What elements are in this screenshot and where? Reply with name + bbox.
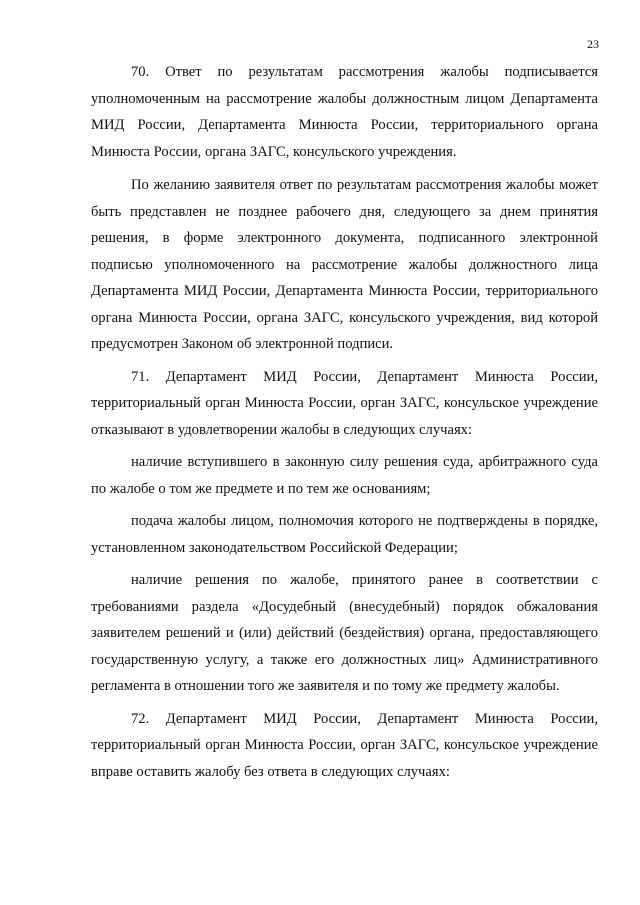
paragraph-71-refusal-cases: 71. Департамент МИД России, Департамент Минюста России, территориальный орган Минюста России, орган ЗАГС, консульское учреждение отказывают в удовлетворении жалобы в следующих случаях: — [91, 368, 598, 438]
paragraph-electronic-answer: По желанию заявителя ответ по результатам рассмотрения жалобы может быть представлен не позднее рабочего дня, следующего за днем принятия решения, в форме электронного документа, подписанного электронной подписью уполномоченного на рассмотрение жалобы должностного лица Департамента МИД России, Департамента Минюста России, территориального органа Минюста России, органа ЗАГС, консульского учреждения, вид которой предусмотрен Законом об электронной подписи. — [91, 177, 598, 352]
paragraph-70-signing: 70. Ответ по результатам рассмотрения жалобы подписывается уполномоченным на рассмотрение жалобы должностным лицом Департамента МИД России, Департамента Минюста России, территориального органа Минюста России, органа ЗАГС, консульского учреждения. — [91, 64, 598, 160]
document-body — [91, 59, 598, 785]
paragraph-72-no-answer-cases: 72. Департамент МИД России, Департамент Минюста России, территориальный орган Минюста России, орган ЗАГС, консульское учреждение вправе оставить жалобу без ответа в следующих случаях: — [91, 710, 598, 780]
list-item-prior-decision: наличие решения по жалобе, принятого ранее в соответствии с требованиями раздела «Досудебный (внесудебный) порядок обжалования заявителем решений и (или) действий (бездействия) органа, предоставляющего государственную услугу, а также его должностных лиц» Административного регламента в отношении того же заявителя и по тому же предмету жалобы. — [91, 572, 598, 694]
list-item-unconfirmed-authority: подача жалобы лицом, полномочия которого не подтверждены в порядке, установленном законодательством Российской Федерации; — [91, 513, 598, 556]
list-item-court-decision: наличие вступившего в законную силу решения суда, арбитражного суда по жалобе о том же предмете и по тем же основаниям; — [91, 454, 598, 497]
page-number: 23 — [587, 37, 599, 51]
